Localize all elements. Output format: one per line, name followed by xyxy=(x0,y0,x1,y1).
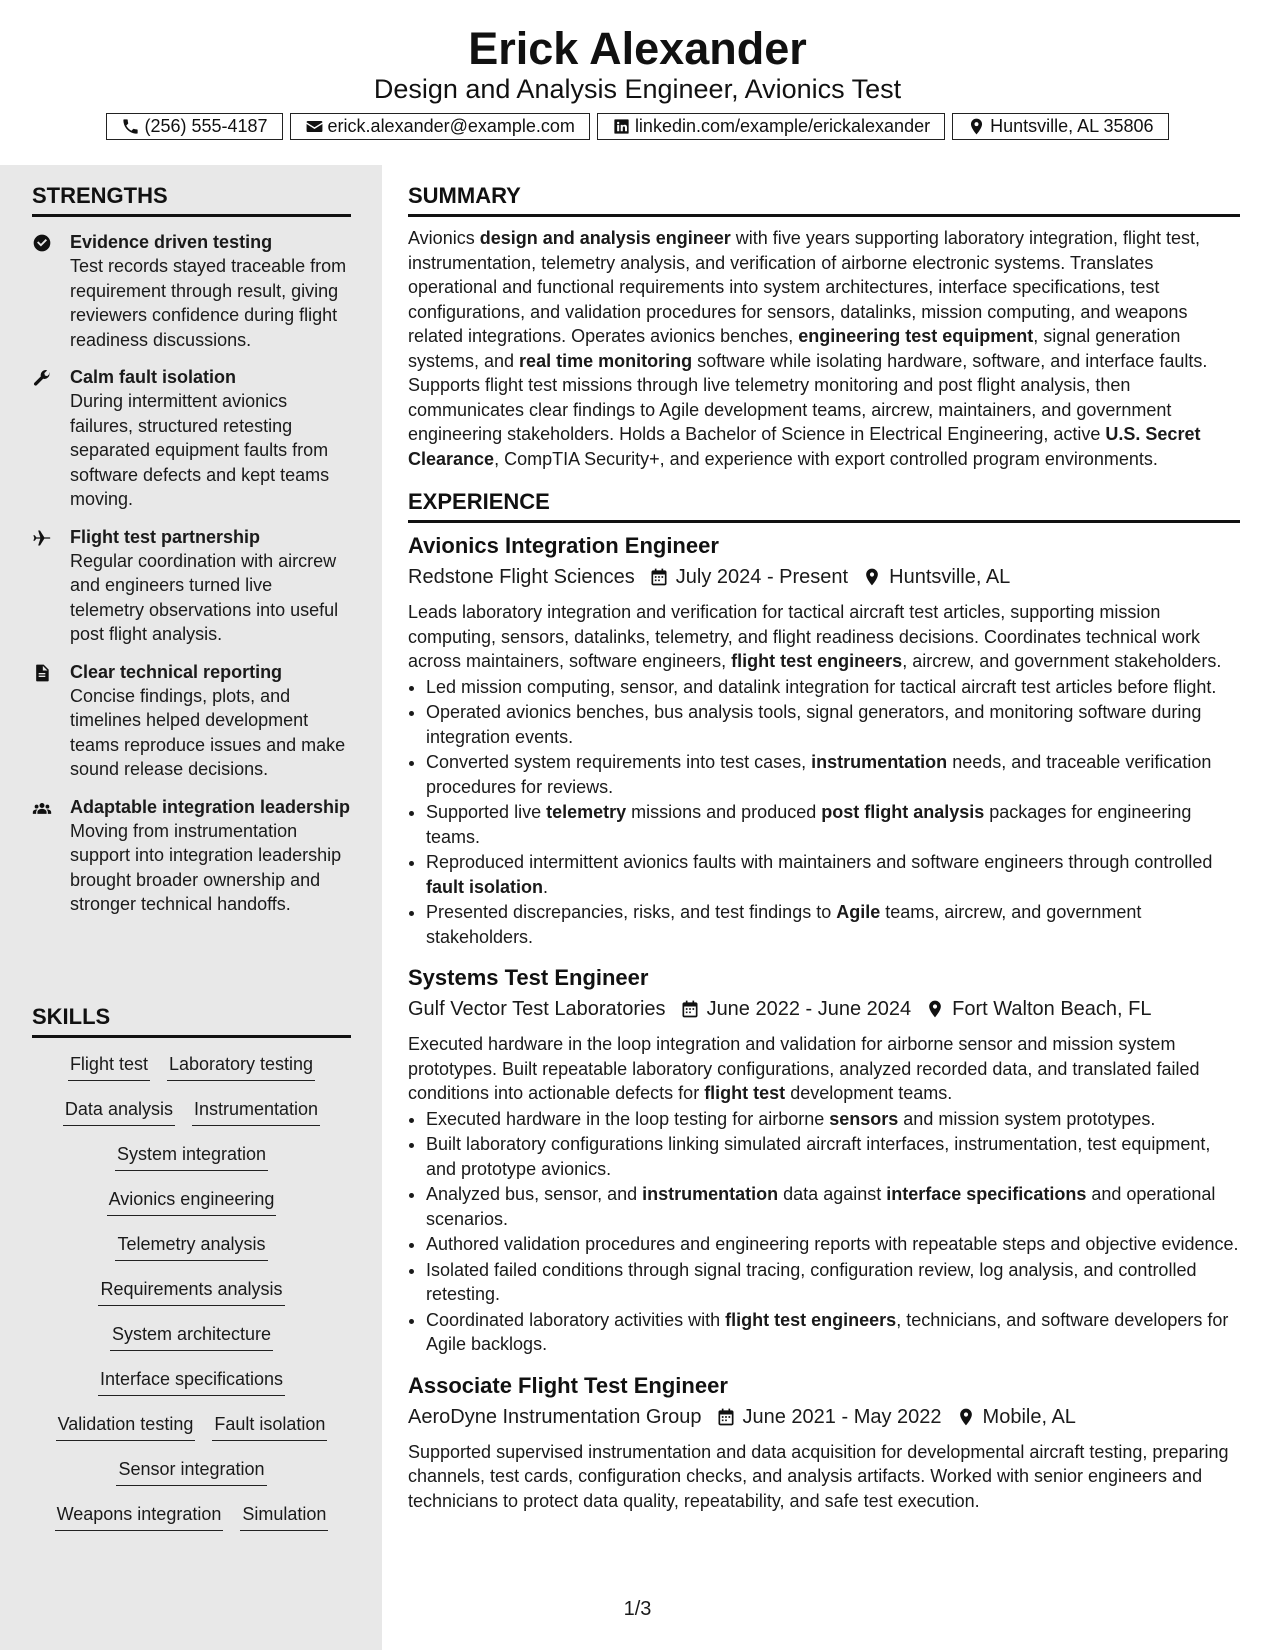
emphasis-text: instrumentation xyxy=(642,1184,779,1204)
text-run: Coordinated laboratory activities with xyxy=(426,1309,726,1330)
skill-row xyxy=(32,1228,351,1273)
strength-description: Concise findings, plots, and timelines helped development teams reproduce issues and make sound release decisions. xyxy=(70,685,346,779)
job-entry xyxy=(408,1371,1240,1514)
emphasis-text: flight test xyxy=(704,1083,786,1103)
linkedin-text: linkedin.com/example/erickalexander xyxy=(634,116,931,136)
summary-paragraph xyxy=(408,226,1240,471)
strength-body xyxy=(70,230,351,352)
emphasis-text: engineering test equipment xyxy=(798,326,1034,346)
strength-description: Regular coordination with aircrew and engineers turned live telemetry observations into useful post flight analysis. xyxy=(70,550,339,644)
text-run: Executed hardware in the loop testing for airborne xyxy=(426,1108,830,1129)
strengths-list xyxy=(32,230,351,917)
job-title: Associate Flight Test Engineer xyxy=(408,1372,728,1398)
skill-row xyxy=(32,1138,351,1183)
text-run: , CompTIA Security+, and experience with export controlled program environments. xyxy=(494,448,1158,469)
strength-icon-wrap xyxy=(32,525,70,647)
job-description xyxy=(408,1440,1240,1514)
job-bullets xyxy=(408,675,1240,950)
calendar-icon xyxy=(680,999,700,1019)
map-pin-icon xyxy=(956,1407,976,1427)
sidebar xyxy=(0,165,382,1650)
bullet-item xyxy=(426,1107,1240,1132)
job-company: Redstone Flight Sciences xyxy=(408,566,635,588)
text-run: data against xyxy=(778,1184,887,1204)
plane-icon xyxy=(32,528,52,548)
check-circle-icon xyxy=(32,233,52,253)
text-run: development teams. xyxy=(785,1083,953,1103)
job-meta xyxy=(408,1402,1240,1432)
bullet-item xyxy=(426,800,1240,849)
skill-tag: Interface specifications xyxy=(98,1366,285,1396)
map-pin-icon xyxy=(967,117,986,136)
skills-heading: SKILLS xyxy=(32,1002,351,1038)
text-run: Reproduced intermittent avionics faults with maintainers and software engineers through controlled xyxy=(426,852,1213,872)
strength-title: Calm fault isolation xyxy=(70,367,237,387)
emphasis-text: instrumentation xyxy=(811,752,948,772)
candidate-name: Erick Alexander xyxy=(468,23,807,74)
map-pin-icon xyxy=(925,999,945,1019)
text-run: , aircrew, and government stakeholders. xyxy=(902,651,1222,671)
phone-text: (256) 555-4187 xyxy=(144,116,268,136)
strength-description: Test records stayed traceable from requirement through result, giving reviewers confidence during flight readiness discussions. xyxy=(70,256,347,350)
strength-body xyxy=(70,660,351,782)
skill-tag: Validation testing xyxy=(56,1411,196,1441)
phone-contact xyxy=(106,113,282,140)
skills-section xyxy=(32,1002,351,1543)
skill-tag: System architecture xyxy=(110,1321,273,1351)
bullet-item xyxy=(426,1182,1240,1231)
job-dates: June 2022 - June 2024 xyxy=(706,998,912,1020)
contact-bar xyxy=(0,113,1275,140)
skill-tag: Simulation xyxy=(240,1501,328,1531)
emphasis-text: U.S. Secret Clearance xyxy=(408,424,1201,469)
email-contact[interactable] xyxy=(290,113,590,140)
emphasis-text: Agile xyxy=(836,902,881,922)
job-meta xyxy=(408,994,1240,1024)
map-pin-icon xyxy=(862,567,882,587)
job-company: Gulf Vector Test Laboratories xyxy=(408,998,666,1020)
strength-item xyxy=(32,230,351,352)
skill-row xyxy=(32,1498,351,1543)
text-run: , technicians, and software developers for Agile backlogs. xyxy=(426,1309,1229,1354)
candidate-title: Design and Analysis Engineer, Avionics Test xyxy=(373,74,902,104)
strength-title: Flight test partnership xyxy=(70,526,261,547)
experience-list xyxy=(408,531,1240,1513)
emphasis-text: post flight analysis xyxy=(821,802,985,822)
resume-header xyxy=(0,0,1275,165)
strengths-heading: STRENGTHS xyxy=(32,181,351,217)
text-run: with five years supporting laboratory integration, flight test, instrumentation, telemetry analysis, and verification of airborne electronic systems. Translates operational and functional requirements into system architectures, interface specifications, test configurations, and validation procedures for sensors, datalinks, mission computing, and weapons related integrations. Operates avionics benches, xyxy=(408,228,1201,346)
text-run: Isolated failed conditions through signal tracing, configuration review, log analysis, and controlled retesting. xyxy=(426,1259,1197,1304)
job-description xyxy=(408,1032,1240,1106)
skill-row xyxy=(32,1318,351,1363)
job-location: Huntsville, AL xyxy=(889,566,1011,588)
calendar-icon xyxy=(649,567,669,587)
strength-title: Evidence driven testing xyxy=(70,232,273,252)
summary-heading: SUMMARY xyxy=(408,181,1240,217)
emphasis-text: design and analysis engineer xyxy=(479,228,731,248)
strength-body xyxy=(70,795,351,917)
strength-icon-wrap xyxy=(32,660,70,782)
bullet-item xyxy=(426,1258,1240,1307)
strengths-section xyxy=(32,181,351,917)
text-run: needs, and traceable verification procedures for reviews. xyxy=(426,752,1212,797)
strength-description: During intermittent avionics failures, structured retesting separated equipment faults from software defects and kept teams moving. xyxy=(70,391,330,509)
emphasis-text: fault isolation xyxy=(426,876,543,897)
strength-icon-wrap xyxy=(32,795,70,917)
job-entry xyxy=(408,963,1240,1357)
calendar-icon xyxy=(716,1407,736,1427)
job-dates: July 2024 - Present xyxy=(675,566,849,588)
strength-item xyxy=(32,525,351,647)
strength-description: Moving from instrumentation support into integration leadership brought broader ownership and stronger technical handoffs. xyxy=(70,820,342,914)
emphasis-text: flight test engineers xyxy=(731,651,903,671)
emphasis-text: real time monitoring xyxy=(519,350,693,371)
text-run: Executed hardware in the loop integration and validation for airborne sensor and mission system prototypes. Built repeatable laboratory configurations, analyzed recorded data, and translated failed conditions into actionable defects for xyxy=(408,1034,1200,1103)
page-number: 1/3 xyxy=(623,1598,652,1620)
skill-tag: Requirements analysis xyxy=(98,1276,284,1306)
job-company: AeroDyne Instrumentation Group xyxy=(408,1405,702,1428)
linkedin-icon xyxy=(612,117,631,136)
text-run: software while isolating hardware, software, and interface faults. Supports flight test missions through live telemetry monitoring and post flight analysis, then communicates clear findings to Agile development teams, aircrew, maintainers, and government engineering stakeholders. Holds a Bachelor of Science in Electrical Engineering, active xyxy=(408,350,1208,444)
bullet-item xyxy=(426,675,1240,700)
job-meta xyxy=(408,562,1240,592)
text-run: Presented discrepancies, risks, and test findings to xyxy=(426,902,837,922)
text-run: Avionics xyxy=(408,228,480,248)
text-run: Authored validation procedures and engineering reports with repeatable steps and objective evidence. xyxy=(426,1234,1239,1254)
envelope-icon xyxy=(305,117,324,136)
skill-tag: System integration xyxy=(115,1141,268,1171)
users-icon xyxy=(32,798,52,818)
skill-tag: Laboratory testing xyxy=(167,1051,315,1081)
skill-row xyxy=(32,1183,351,1228)
strength-item xyxy=(32,365,351,512)
emphasis-text: telemetry xyxy=(546,802,627,822)
skill-row xyxy=(32,1363,351,1408)
text-run: packages for engineering teams. xyxy=(426,802,1192,847)
strength-body xyxy=(70,525,351,647)
text-run: Supported live xyxy=(426,802,547,822)
text-run: Supported supervised instrumentation and data acquisition for developmental aircraft testing, preparing channels, test cards, configuration checks, and analysis artifacts. Worked with senior engineers and technicians to protect data quality, repeatability, and safe test execution. xyxy=(408,1441,1229,1511)
skill-tag: Sensor integration xyxy=(116,1456,266,1486)
linkedin-contact[interactable] xyxy=(597,113,945,140)
text-run: and operational scenarios. xyxy=(426,1184,1216,1229)
bullet-item xyxy=(426,850,1240,899)
text-run: Operated avionics benches, bus analysis tools, signal generators, and monitoring software during integration events. xyxy=(426,702,1202,747)
skill-row xyxy=(32,1048,351,1093)
document-icon xyxy=(32,663,52,683)
skill-tag: Telemetry analysis xyxy=(115,1231,267,1261)
strength-item xyxy=(32,660,351,782)
skill-tag: Fault isolation xyxy=(212,1411,327,1441)
wrench-icon xyxy=(32,368,52,388)
text-run: , signal generation systems, and xyxy=(408,326,1181,371)
skill-row xyxy=(32,1453,351,1498)
text-run: Led mission computing, sensor, and datalink integration for tactical aircraft test articles before flight. xyxy=(426,676,1217,697)
email-text: erick.alexander@example.com xyxy=(327,116,575,136)
strength-title: Clear technical reporting xyxy=(70,661,283,682)
skill-row xyxy=(32,1273,351,1318)
bullet-item xyxy=(426,900,1240,949)
skill-row xyxy=(32,1408,351,1453)
strength-title: Adaptable integration leadership xyxy=(70,796,351,817)
text-run: and mission system prototypes. xyxy=(898,1108,1156,1129)
job-bullets xyxy=(408,1107,1240,1357)
skill-tag: Data analysis xyxy=(63,1096,175,1126)
bullet-item xyxy=(426,1132,1240,1181)
job-location: Fort Walton Beach, FL xyxy=(952,998,1152,1020)
bullet-item xyxy=(426,750,1240,799)
strength-icon-wrap xyxy=(32,230,70,352)
text-run: Analyzed bus, sensor, and xyxy=(426,1184,643,1204)
skill-row xyxy=(32,1093,351,1138)
text-run: Leads laboratory integration and verification for tactical aircraft test articles, supporting mission computing, sensors, datalinks, telemetry, and flight readiness decisions. Coordinates technical work across maintainers, software engineers, xyxy=(408,602,1201,671)
job-title: Avionics Integration Engineer xyxy=(408,533,719,558)
text-run: Built laboratory configurations linking simulated aircraft interfaces, instrumentation, test equipment, and prototype avionics. xyxy=(426,1134,1211,1179)
text-run: Converted system requirements into test cases, xyxy=(426,752,812,772)
bullet-item xyxy=(426,1308,1240,1357)
job-entry xyxy=(408,531,1240,949)
main-column xyxy=(408,165,1240,1513)
skill-tag: Avionics engineering xyxy=(107,1186,277,1216)
skill-tag: Weapons integration xyxy=(55,1501,224,1531)
skill-tag: Flight test xyxy=(68,1051,150,1081)
strength-body xyxy=(70,365,351,512)
job-dates: June 2021 - May 2022 xyxy=(742,1405,942,1428)
skill-tag: Instrumentation xyxy=(192,1096,320,1126)
emphasis-text: interface specifications xyxy=(886,1184,1087,1204)
text-run: missions and produced xyxy=(626,802,822,822)
job-description xyxy=(408,600,1240,674)
bullet-item xyxy=(426,700,1240,749)
emphasis-text: sensors xyxy=(829,1108,899,1129)
experience-heading: EXPERIENCE xyxy=(408,487,1240,523)
text-run: . xyxy=(543,876,549,897)
emphasis-text: flight test engineers xyxy=(725,1309,897,1330)
bullet-item xyxy=(426,1232,1240,1257)
location-text: Huntsville, AL 35806 xyxy=(990,116,1154,136)
location-contact xyxy=(952,113,1168,140)
job-title: Systems Test Engineer xyxy=(408,965,649,990)
job-location: Mobile, AL xyxy=(982,1405,1076,1428)
phone-icon xyxy=(121,117,140,136)
strength-icon-wrap xyxy=(32,365,70,512)
skills-list xyxy=(32,1048,351,1543)
strength-item xyxy=(32,795,351,917)
text-run: teams, aircrew, and government stakeholders. xyxy=(426,902,1142,947)
